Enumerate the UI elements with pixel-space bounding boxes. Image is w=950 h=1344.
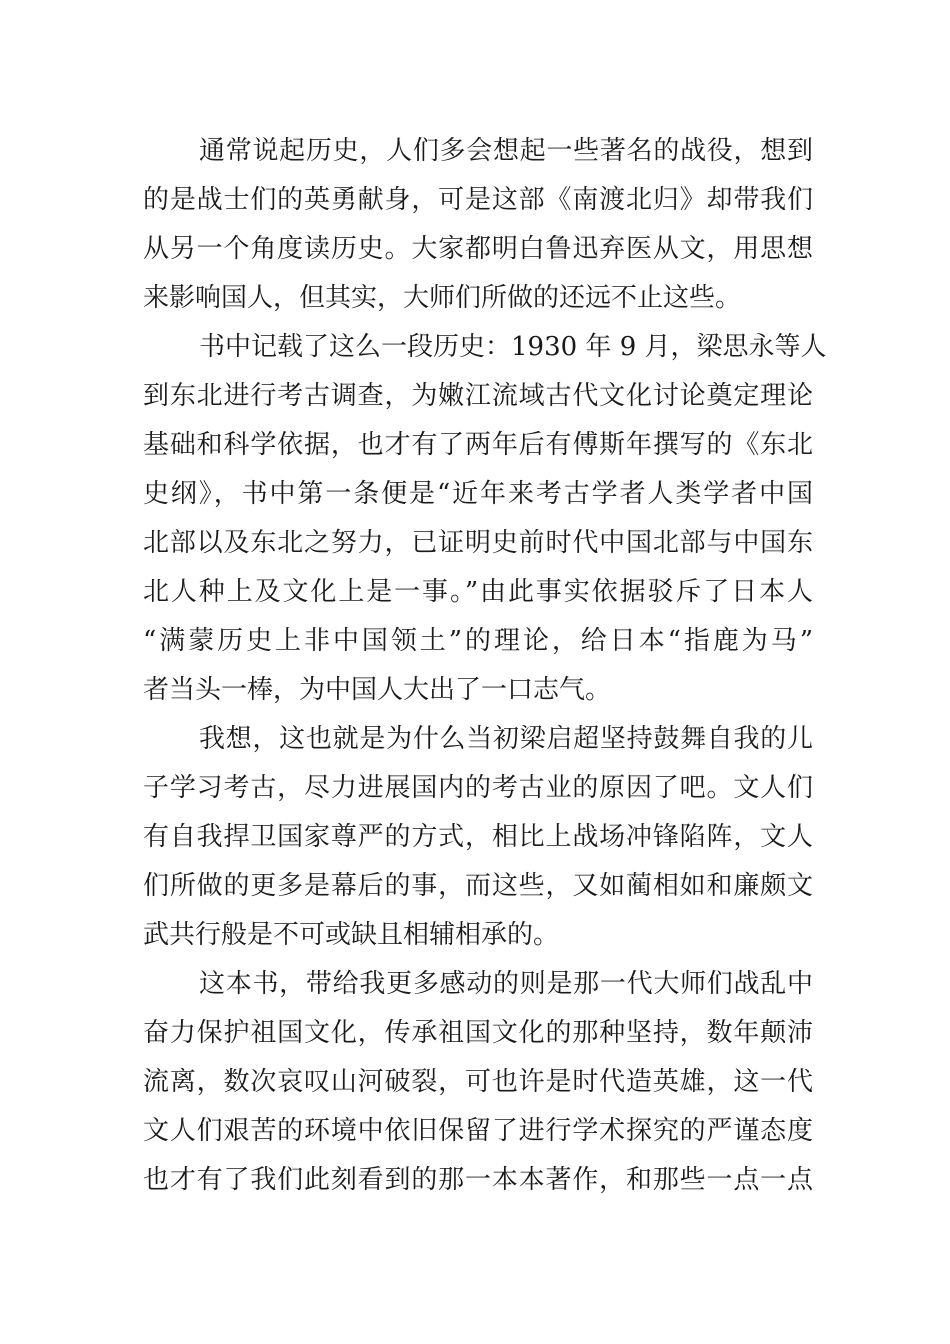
paragraph-line: 基础和科学依据，也才有了两年后有傅斯年撰写的《东北 — [143, 430, 813, 460]
paragraph-line: 的是战士们的英勇献身，可是这部《南渡北归》却带我们 — [143, 185, 813, 215]
document-body — [143, 127, 827, 1205]
paragraph-line: 子学习考古，尽力进展国内的考古业的原因了吧。文人们 — [143, 773, 813, 803]
paragraph-3 — [143, 715, 813, 960]
paragraph-line: 文人们艰苦的环境中依旧保留了进行学术探究的严谨态度 — [143, 1116, 813, 1146]
paragraph-line: “满蒙历史上非中国领土”的理论，给日本“指鹿为马” — [143, 626, 813, 656]
paragraph-4 — [143, 960, 813, 1205]
paragraph-line: 也才有了我们此刻看到的那一本本著作，和那些一点一点 — [143, 1165, 813, 1195]
paragraph-line: 从另一个角度读历史。大家都明白鲁迅弃医从文，用思想 — [143, 234, 813, 264]
paragraph-line: 来影响国人，但其实，大师们所做的还远不止这些。 — [143, 283, 742, 313]
paragraph-line: 者当头一棒，为中国人大出了一口志气。 — [143, 675, 612, 705]
paragraph-line: 奋力保护祖国文化，传承祖国文化的那种坚持，数年颠沛 — [143, 1018, 813, 1048]
paragraph-line: 史纲》，书中第一条便是“近年来考古学者人类学者中国 — [143, 479, 813, 509]
paragraph-line: 武共行般是不可或缺且相辅相承的。 — [143, 920, 560, 950]
paragraph-1 — [143, 127, 813, 323]
paragraph-line: 到东北进行考古调查，为嫩江流域古代文化讨论奠定理论 — [143, 381, 813, 411]
paragraph-line: 们所做的更多是幕后的事，而这些，又如蔺相如和廉颇文 — [143, 871, 813, 901]
paragraph-line: 流离，数次哀叹山河破裂，可也许是时代造英雄，这一代 — [143, 1067, 813, 1097]
paragraph-line: 我想，这也就是为什么当初梁启超坚持鼓舞自我的儿 — [199, 724, 813, 754]
paragraph-line: 有自我捍卫国家尊严的方式，相比上战场冲锋陷阵，文人 — [143, 822, 813, 852]
paragraph-line: 北部以及东北之努力，已证明史前时代中国北部与中国东 — [143, 528, 813, 558]
paragraph-line: 通常说起历史，人们多会想起一些著名的战役，想到 — [199, 136, 813, 166]
paragraph-line: 北人种上及文化上是一事。”由此事实依据驳斥了日本人 — [143, 577, 813, 607]
paragraph-line: 这本书，带给我更多感动的则是那一代大师们战乱中 — [199, 969, 813, 999]
paragraph-2 — [143, 323, 827, 715]
paragraph-line: 书中记载了这么一段历史：1930 年 9 月，梁思永等人 — [199, 332, 827, 362]
